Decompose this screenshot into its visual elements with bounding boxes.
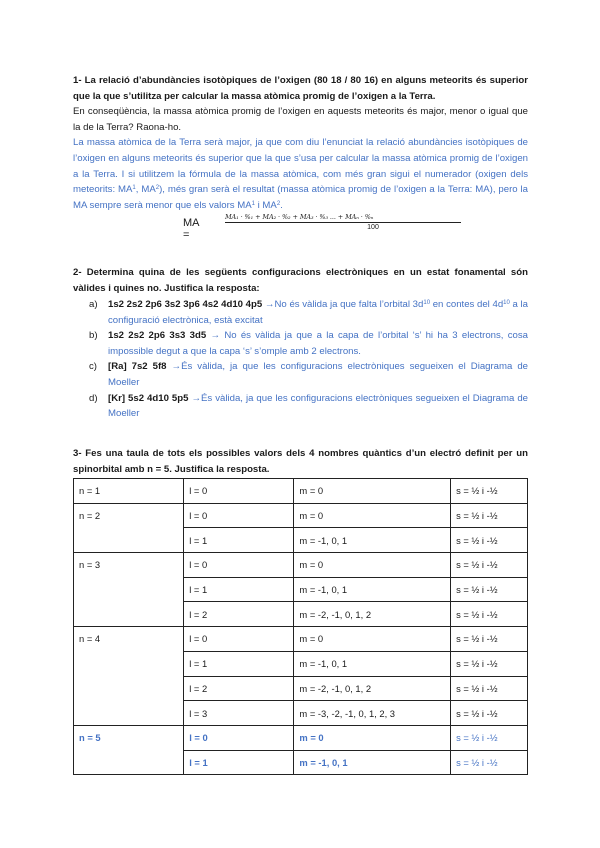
formula-denominator: 100 [367,223,379,231]
option-b [89,328,528,359]
option-config: 1s2 2s2 2p6 3s3 3d5 [108,330,207,342]
formula-numerator: MA₁ · %₁ + MA₂ · %₂ + MA₃ · %₃ ... + MAₙ · %ₙ [225,213,374,221]
l-cell: l = 1 [184,651,294,676]
s-cell: s = ½ i -½ [451,725,528,750]
n-cell: n = 4 [74,627,184,726]
question-2 [73,265,528,296]
table-row [74,725,528,750]
question-2-options [89,297,528,422]
table-row [74,479,528,504]
s-cell: s = ½ i -½ [451,553,528,578]
m-cell: m = 0 [294,627,451,652]
option-answer: →És vàlida, ja que les configuracions electròniques segueixen el Diagrama de Moeller [108,392,529,420]
n-cell: n = 5 [74,725,184,774]
table-row [74,553,528,578]
l-cell: l = 0 [184,725,294,750]
fraction-bar [225,222,461,223]
l-cell: l = 1 [184,577,294,602]
m-cell: m = -2, -1, 0, 1, 2 [294,676,451,701]
question-3-heading: 3- Fes una taula de tots els possibles valors dels 4 nombres quàntics d’un electró definit per un spinorbital amb n = 5. Justifica la resposta. [73,448,528,475]
l-cell: l = 1 [184,750,294,775]
table-row [74,503,528,528]
m-cell: m = -3, -2, -1, 0, 1, 2, 3 [294,701,451,726]
s-cell: s = ½ i -½ [451,701,528,726]
option-config: [Kr] 5s2 4d10 5p5 [108,392,189,404]
question-2-heading: 2- Determina quina de les següents configuracions electròniques en un estat fonamental són vàlides i quines no. Justifica la resposta: [73,267,528,294]
option-label: a) [89,299,98,310]
question-1-answer: La massa atòmica de la Terra serà major, ja que com diu l’enunciat la relació abundàncies isotòpiques de l’oxigen en alguns meteorits és superior que la que s’usa per calcular la massa atòmica promig de l’oxigen a la Terra. I si utilitzem la fórmula de la massa atòmica, com més gran sigui el numerador (oxigen dels meteorits: $MA^1$, $MA^2$), més gran serà el resultat (massa atòmica promig de l’oxigen a la Terra: MA), pero la MA sempre serà menor que els valors $MA^1$ i $MA^2$. [73,137,528,211]
l-cell: l = 0 [184,553,294,578]
question-1 [73,73,528,213]
l-cell: l = 0 [184,479,294,504]
l-cell: l = 1 [184,528,294,553]
formula-lhs: MA = [183,217,199,241]
l-cell: l = 2 [184,602,294,627]
option-c [89,359,528,390]
s-cell: s = ½ i -½ [451,503,528,528]
n-cell: n = 1 [74,479,184,504]
m-cell: m = -1, 0, 1 [294,750,451,775]
formula-fraction [225,213,465,231]
l-cell: l = 0 [184,627,294,652]
table-row [74,627,528,652]
s-cell: s = ½ i -½ [451,627,528,652]
s-cell: s = ½ i -½ [451,528,528,553]
s-cell: s = ½ i -½ [451,750,528,775]
m-cell: m = -2, -1, 0, 1, 2 [294,602,451,627]
m-cell: m = 0 [294,553,451,578]
m-cell: m = 0 [294,725,451,750]
option-answer: →És vàlida, ja que les configuracions electròniques segueixen el Diagrama de Moeller [108,361,529,388]
m-cell: m = 0 [294,503,451,528]
m-cell: m = 0 [294,479,451,504]
option-answer: → No és vàlida ja que a la capa de l’orbital ‘s’ hi ha 3 electrons, cosa impossible degut a que la capa ‘s’ s’omple amb 2 electrons. [108,330,529,357]
question-1-heading: 1- La relació d’abundàncies isotòpiques de l’oxigen (80 18 / 80 16) en alguns meteorits és superior que la que s’utilitza per calcular la massa atòmica promig de l’oxigen a la Terra. [73,75,528,102]
option-label: c) [89,361,97,373]
question-1-prompt: En conseqüència, la massa atòmica promig de l’oxigen en aquests meteorits és major, menor o igual que la de la Terra? Raona-ho. [73,106,528,133]
l-cell: l = 0 [184,503,294,528]
n-cell: n = 2 [74,503,184,552]
option-label: b) [89,330,98,342]
s-cell: s = ½ i -½ [451,676,528,701]
m-cell: m = -1, 0, 1 [294,528,451,553]
option-a [89,297,528,328]
l-cell: l = 3 [184,701,294,726]
s-cell: s = ½ i -½ [451,651,528,676]
n-cell: n = 3 [74,553,184,627]
option-config: [Ra] 7s2 5f8 [108,361,167,373]
quantum-numbers-table [73,478,528,775]
option-config: 1s2 2s2 2p6 3s2 3p6 4s2 4d10 4p5 [108,299,263,310]
option-label: d) [89,392,98,404]
s-cell: s = ½ i -½ [451,479,528,504]
option-answer: →No és vàlida ja que falta l’orbital $3d^{10}$ en contes del $4d^{10}$ a la configuració electrònica, està excitat [108,299,528,326]
m-cell: m = -1, 0, 1 [294,577,451,602]
option-d [89,391,528,422]
m-cell: m = -1, 0, 1 [294,651,451,676]
s-cell: s = ½ i -½ [451,602,528,627]
question-3 [73,446,528,477]
l-cell: l = 2 [184,676,294,701]
s-cell: s = ½ i -½ [451,577,528,602]
